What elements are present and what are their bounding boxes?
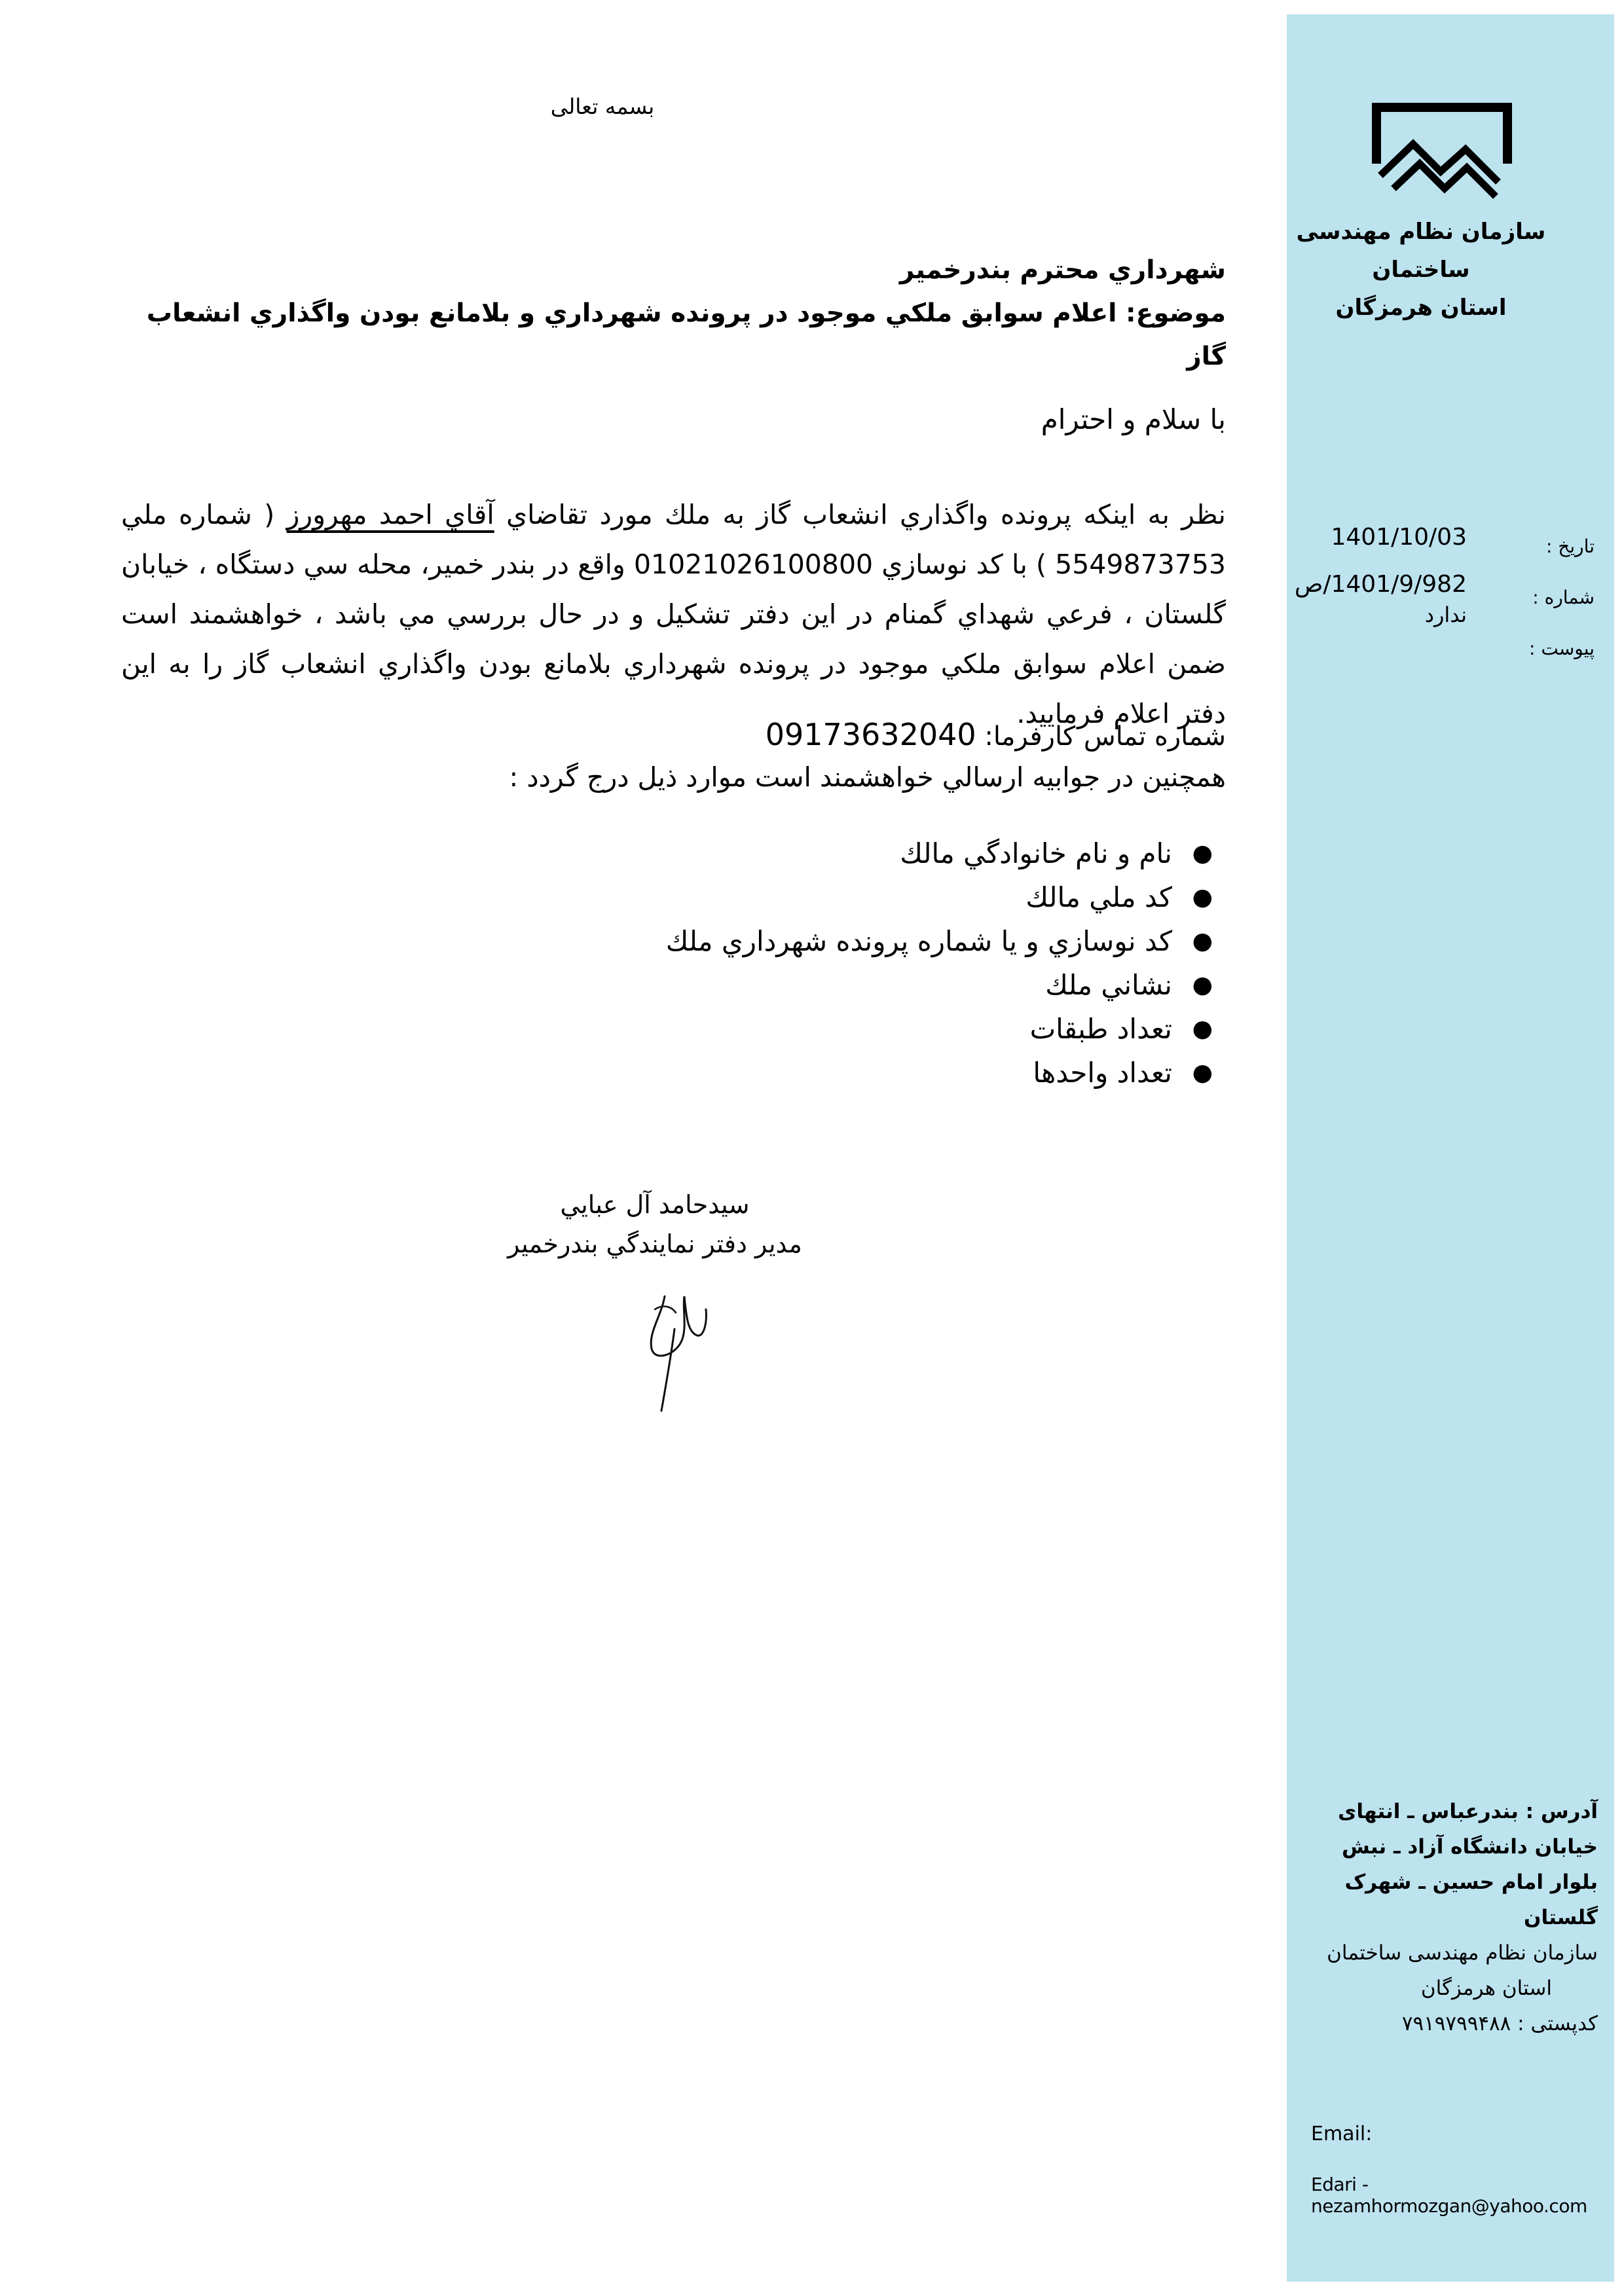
applicant-name: آقاي احمد مهرورز (286, 499, 494, 530)
org-name-line1: سازمان نظام مهندسی ساختمان (1296, 219, 1546, 283)
email-address[interactable]: Edari - nezamhormozgan@yahoo.com (1311, 2174, 1587, 2217)
address-line-6: استان هرمزگان (1420, 1977, 1552, 2000)
list-item: ● نشاني ملك (131, 963, 1172, 1007)
bullet-icon: ● (1192, 928, 1213, 955)
address-line-5: سازمان نظام مهندسی ساختمان (1327, 1941, 1598, 1965)
list-item: ● نام و نام خانوادگي مالك (131, 831, 1172, 875)
email-label: Email: (1311, 2123, 1373, 2145)
letter-body (121, 490, 1226, 738)
required-items-list (131, 831, 1213, 1095)
bullet-icon: ● (1192, 1015, 1213, 1042)
org-name-line2: استان هرمزگان (1335, 295, 1507, 321)
signer-name: سيدحامد آل عبايي (560, 1190, 750, 1219)
body-part-2: ( شماره ملي 5549873753 ) با كد نوسازي 01021026100800 واقع در بندر خمير، محله سي دستگاه ، خيابان گلستان ، فرعي شهداي گمنام در اين دفتر تشكيل و در حال بررسي مي باشد ، خواهشمند است ضمن اعلام سوابق ملكي موجود در پرونده شهرداري بلامانع بودن واگذاري انشعاب گاز را به اين دفتر اعلام فرماييد. (121, 499, 1226, 729)
number-value: 1401/9/982/ص (1294, 571, 1467, 598)
basmala-heading: بسمه تعالی (550, 94, 655, 119)
letter-header (131, 249, 1226, 378)
address-line-2: خیابان دانشگاه آزاد ـ نبش (1342, 1835, 1598, 1859)
subject-line: موضوع: اعلام سوابق ملكي موجود در پرونده شهرداري و بلامانع بودن واگذاري انشعاب گاز (146, 299, 1226, 371)
address-line-1: آدرس : بندرعباس ـ انتهای (1337, 1800, 1598, 1823)
letter-meta-labels (1473, 521, 1595, 674)
greeting: با سلام و احترام (1041, 403, 1226, 435)
number-label: شماره : (1532, 587, 1595, 608)
phone-number: 09173632040 (765, 717, 976, 752)
address-line-4: گلستان (1524, 1906, 1598, 1929)
organization-name (1290, 213, 1552, 327)
signer-title: مدير دفتر نمايندگي بندرخمير (507, 1230, 802, 1258)
bullet-icon: ● (1192, 1059, 1213, 1086)
phone-label: شماره تماس كارفرما: (984, 721, 1226, 752)
postal-code: کدپستی : ۷۹۱۹۷۹۹۴۸۸ (1401, 2012, 1598, 2035)
attachment-value: ندارد (1424, 602, 1467, 627)
request-note: همچنين در جوابيه ارسالي خواهشمند است موارد ذيل درج گردد : (509, 761, 1226, 793)
address-line-3: بلوار امام حسین ـ شهرک (1344, 1870, 1598, 1894)
bullet-icon: ● (1192, 840, 1213, 867)
office-address (1310, 1794, 1598, 2041)
organization-logo-icon (1367, 98, 1518, 203)
addressee: شهرداري محترم بندرخمير (899, 255, 1226, 285)
list-item: ● تعداد طبقات (131, 1007, 1172, 1051)
employer-phone (131, 717, 1226, 752)
bullet-icon: ● (1192, 884, 1213, 911)
letter-meta-values (1283, 522, 1467, 630)
date-label: تاریخ : (1545, 536, 1595, 557)
list-item: ● كد نوسازي و يا شماره پرونده شهرداري ملك (131, 919, 1172, 963)
list-item: ● كد ملي مالك (131, 875, 1172, 919)
date-value: 1401/10/03 (1331, 524, 1467, 551)
list-item: ● تعداد واحدها (131, 1051, 1172, 1095)
signature-block (458, 1185, 851, 1264)
bullet-icon: ● (1192, 972, 1213, 998)
body-part-1: نظر به اينكه پرونده واگذاري انشعاب گاز به ملك مورد تقاضاي (506, 499, 1226, 530)
attachment-label: پیوست : (1529, 638, 1595, 659)
handwritten-signature-icon (635, 1270, 727, 1414)
